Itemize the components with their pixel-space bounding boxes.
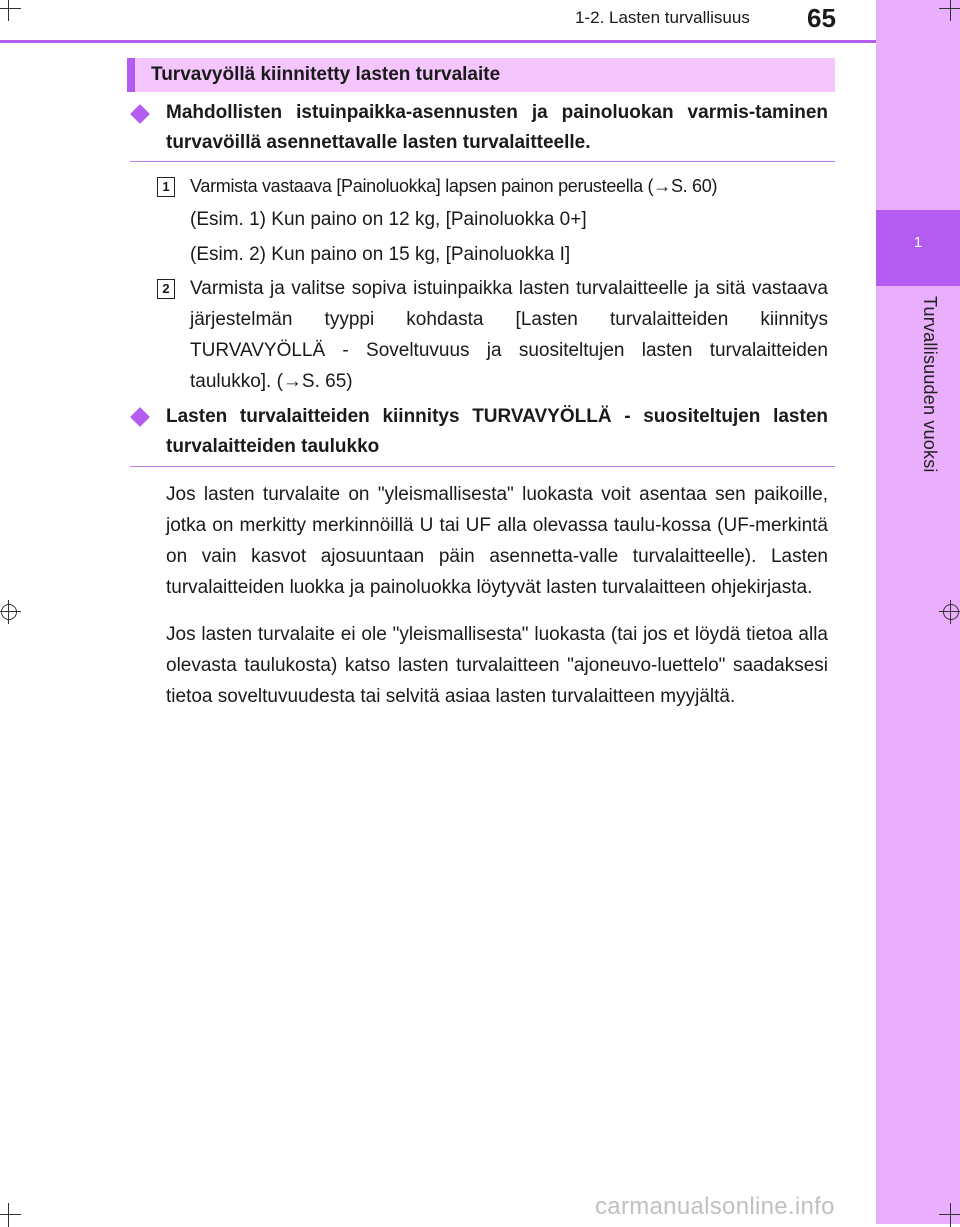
block1-divider [130,161,835,162]
step-number-2: 2 [157,279,175,299]
registration-circle [943,604,959,620]
block2-paragraph-1: Jos lasten turvalaite on "yleismallisesta" luokasta voit asentaa sen paikoille, jotka on merkitty merkinnöillä U tai UF alla olevassa taulu-kossa (UF-merkintä on vain kasvot ajosuuntaan päin asennetta-valle turvalaitteelle). Lasten turvalaitteiden luokka ja painoluokka löytyvät lasten turvalaitteen ohjekirjasta. [166,484,828,598]
page-number: 65 [807,3,836,33]
chapter-title: Turvallisuuden vuoksi [920,296,940,473]
block2-paragraph-2: Jos lasten turvalaite ei ole "yleismallisesta" luokasta (tai jos et löydä tietoa alla olevasta taulukosta) katso lasten turvalaitteen "ajoneuvo-luettelo" saadaksesi tietoa soveltuvuudesta tai selvitä asiaa lasten turvalaitteen myyjältä. [166,624,828,707]
section-title: Turvavyöllä kiinnitetty lasten turvalaite [151,64,501,85]
step-number-1: 1 [157,177,175,197]
chapter-number: 1 [913,234,923,251]
header-rule [0,40,876,43]
step-1-text: Varmista vastaava [Painoluokka] lapsen painon perusteella (→S. 60) [190,176,718,196]
block2-heading: Lasten turvalaitteiden kiinnitys TURVAVYÖLLÄ - suositeltujen lasten turvalaitteiden taulukko [166,406,828,457]
crop-mark [939,1203,960,1227]
diamond-bullet-icon [130,407,150,427]
block2-divider [130,466,835,467]
diamond-bullet-icon [130,104,150,124]
running-header: 1-2. Lasten turvallisuus [575,8,750,27]
section-title-bar [127,58,835,92]
block1-heading: Mahdollisten istuinpaikka-asennusten ja painoluokan varmis-taminen turvavöillä asennettavalle lasten turvalaitteelle. [166,102,828,153]
step-2-text: Varmista ja valitse sopiva istuinpaikka lasten turvalaitteelle ja sitä vastaava järjestelmän tyyppi kohdasta [Lasten turvalaitteiden kiinnitys TURVAVYÖLLÄ - Soveltuvuus ja suositeltujen lasten turvalaitteiden taulukko]. (→S. 65) [190,278,828,392]
crop-mark [0,0,21,21]
step-1-example-2: (Esim. 2) Kun paino on 15 kg, [Painoluokka I] [190,244,571,265]
crop-mark [0,1203,21,1227]
crop-mark [939,0,960,21]
watermark: carmanualsonline.info [595,1193,835,1220]
registration-circle [1,604,17,620]
step-1-example-1: (Esim. 1) Kun paino on 12 kg, [Painoluokka 0+] [190,209,587,230]
